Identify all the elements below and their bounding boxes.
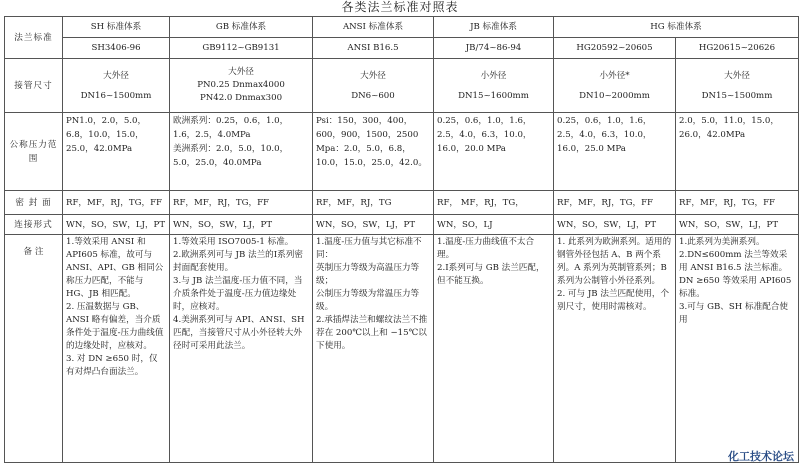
remarks-jb-1: 1.温度-压力曲线值不太合理。 xyxy=(437,237,535,260)
label-pressure: 公称压力范围 xyxy=(5,113,63,191)
label-standard: 法兰标准 xyxy=(5,17,63,59)
pressure-gb-america: 美洲系列：2.0，5.0，10.0，5.0，25.0，40.0MPa xyxy=(173,144,289,168)
pressure-sh: PN1.0，2.0，5.0，6.8，10.0，15.0，25.0，42.0MPa xyxy=(63,113,170,191)
connection-hg1: WN，SO，SW，LJ，PT xyxy=(554,215,676,235)
pipe-sh xyxy=(63,59,170,113)
code-sh: SH3406-96 xyxy=(63,38,170,59)
pipe-gb xyxy=(170,59,313,113)
remarks-gb-4: 4.美洲系列可与 API、ANSI、SH 匹配，当接管尺寸从小外径转大外径时可采用此法兰。 xyxy=(173,315,305,351)
connection-jb: WN，SO，LJ xyxy=(434,215,554,235)
remarks-ansi xyxy=(313,235,434,463)
code-hg1: HG20592~20605 xyxy=(554,38,676,59)
remarks-sh xyxy=(63,235,170,463)
system-gb: GB 标准体系 xyxy=(170,17,313,38)
remarks-sh-1: 1.等效采用 ANSI 和 API605 标准，故可与 ANSI、API、GB 相同公称压力匹配，不能与 HG、JB 相匹配。 xyxy=(66,237,164,299)
connection-gb: WN，SO，SW，LJ，PT xyxy=(170,215,313,235)
code-ansi: ANSI B16.5 xyxy=(313,38,434,59)
code-hg2: HG20615~20626 xyxy=(676,38,799,59)
pressure-ansi-mpa: Mpa：2.0，5.0，6.8，10.0，15.0，25.0，42.0。 xyxy=(316,144,427,168)
remarks-gb-3: 3.与 JB 法兰温度-压力值不同，当介质条件处于温度-压力值边缘处时，应核对。 xyxy=(173,276,303,312)
remarks-hg2-2: 2.DN≤600mm 法兰等效采用 ANSI B16.5 法兰标准。DN ≥650 等效采用 API605 标准。 xyxy=(679,250,792,299)
system-jb: JB 标准体系 xyxy=(434,17,554,38)
pressure-gb xyxy=(170,113,313,191)
remarks-ansi-2: 英制压力等级为高温压力等级； xyxy=(316,263,420,286)
remarks-hg1-1: 1. 此系列为欧洲系列。适用的钢管外径包括 A、B 两个系列。A 系列为英制管系列；B 系列为公制管小外径系列。 xyxy=(557,237,672,286)
remarks-jb xyxy=(434,235,554,463)
connection-hg2: WN，SO，SW，LJ，PT xyxy=(676,215,799,235)
pipe-gb-type: 大外径 xyxy=(228,67,254,77)
forum-watermark: 化工技术论坛 xyxy=(728,450,794,463)
facing-hg1: RF，MF，RJ，TG，FF xyxy=(554,191,676,215)
label-connection: 连接形式 xyxy=(5,215,63,235)
system-hg: HG 标准体系 xyxy=(554,17,799,38)
pressure-ansi-psi: Psi：150，300，400，600，900，1500，2500 xyxy=(316,116,419,140)
pipe-ansi xyxy=(313,59,434,113)
remarks-hg1-2: 2. 可与 JB 法兰匹配使用，个别尺寸，使用时需核对。 xyxy=(557,289,670,312)
label-facing: 密 封 面 xyxy=(5,191,63,215)
pipe-hg2-range: DN15~1500mm xyxy=(701,90,773,101)
facing-sh: RF，MF，RJ，TG，FF xyxy=(63,191,170,215)
pressure-jb: 0.25，0.6，1.0，1.6，2.5，4.0，6.3，10.0，16.0，20.0 MPa xyxy=(434,113,554,191)
flange-standards-table xyxy=(4,16,799,463)
pipe-gb-range2: PN42.0 Dnmax300 xyxy=(199,93,283,103)
pressure-hg2: 2.0，5.0，11.0，15.0，26.0，42.0MPa xyxy=(676,113,799,191)
label-pipe-size: 接管尺寸 xyxy=(5,59,63,113)
remarks-hg2-3: 3.可与 GB、SH 标准配合使用 xyxy=(679,302,788,325)
pipe-hg1-type: 小外径* xyxy=(599,70,630,81)
remarks-hg2-1: 1.此系列为美洲系列。 xyxy=(679,237,765,247)
pipe-sh-range: DN16~1500mm xyxy=(80,90,152,101)
code-jb: JB/74~86-94 xyxy=(434,38,554,59)
pipe-jb xyxy=(434,59,554,113)
page-title: 各类法兰标准对照表 xyxy=(341,0,459,14)
remarks-ansi-1: 1.温度-压力值与其它标准不同： xyxy=(316,237,422,260)
remarks-gb xyxy=(170,235,313,463)
remarks-sh-3: 3. 对 DN ≥650 时，仅有对焊凸台面法兰。 xyxy=(66,354,158,377)
pipe-hg1 xyxy=(554,59,676,113)
remarks-ansi-3: 公制压力等级为常温压力等级。 xyxy=(316,289,420,312)
pipe-ansi-type: 大外径 xyxy=(360,70,386,81)
facing-gb: RF，MF，RJ，TG，FF xyxy=(170,191,313,215)
pressure-gb-europe: 欧洲系列：0.25，0.6，1.0，1.6，2.5，4.0MPa xyxy=(173,116,289,140)
pipe-sh-type: 大外径 xyxy=(103,70,129,81)
remarks-hg1 xyxy=(554,235,676,463)
pipe-hg2-type: 大外径 xyxy=(724,70,750,81)
remarks-ansi-4: 2.承插焊法兰和螺纹法兰不推荐在 200℃以上和 −15℃以下使用。 xyxy=(316,315,428,351)
facing-hg2: RF，MF，RJ，TG，FF xyxy=(676,191,799,215)
remarks-jb-2: 2.Ⅰ系列可与 GB 法兰匹配，但不能互换。 xyxy=(437,263,545,286)
pipe-jb-range: DN15~1600mm xyxy=(458,90,529,101)
remarks-sh-2: 2. 压温数据与 GB、ANSI 略有偏差，当介质条件处于温度-压力曲线值的边缘处时，应核对。 xyxy=(66,302,164,351)
code-gb: GB9112~GB9131 xyxy=(170,38,313,59)
system-sh: SH 标准体系 xyxy=(63,17,170,38)
facing-ansi: RF，MF，RJ，TG xyxy=(313,191,434,215)
facing-jb: RF， MF，RJ，TG， xyxy=(434,191,554,215)
connection-sh: WN，SO，SW，LJ，PT xyxy=(63,215,170,235)
pipe-hg2 xyxy=(676,59,799,113)
pipe-gb-range1: PN0.25 Dnmax4000 xyxy=(197,80,285,90)
label-remarks: 备 注 xyxy=(5,235,63,463)
pipe-ansi-range: DN6~600 xyxy=(351,90,395,101)
connection-ansi: WN，SO，SW，LJ，PT xyxy=(313,215,434,235)
pressure-hg1: 0.25，0.6，1.0，1.6，2.5，4.0，6.3，10.0，16.0，25.0 MPa xyxy=(554,113,676,191)
pipe-jb-type: 小外径 xyxy=(480,70,507,81)
remarks-gb-2: 2.欧洲系列可与 JB 法兰的Ⅰ系列密封面配套使用。 xyxy=(173,250,303,273)
pipe-hg1-range: DN10~2000mm xyxy=(579,90,650,101)
pressure-ansi xyxy=(313,113,434,191)
system-ansi: ANSI 标准体系 xyxy=(313,17,434,38)
remarks-gb-1: 1.等效采用 ISO7005-1 标准。 xyxy=(173,237,294,247)
remarks-hg2 xyxy=(676,235,799,463)
